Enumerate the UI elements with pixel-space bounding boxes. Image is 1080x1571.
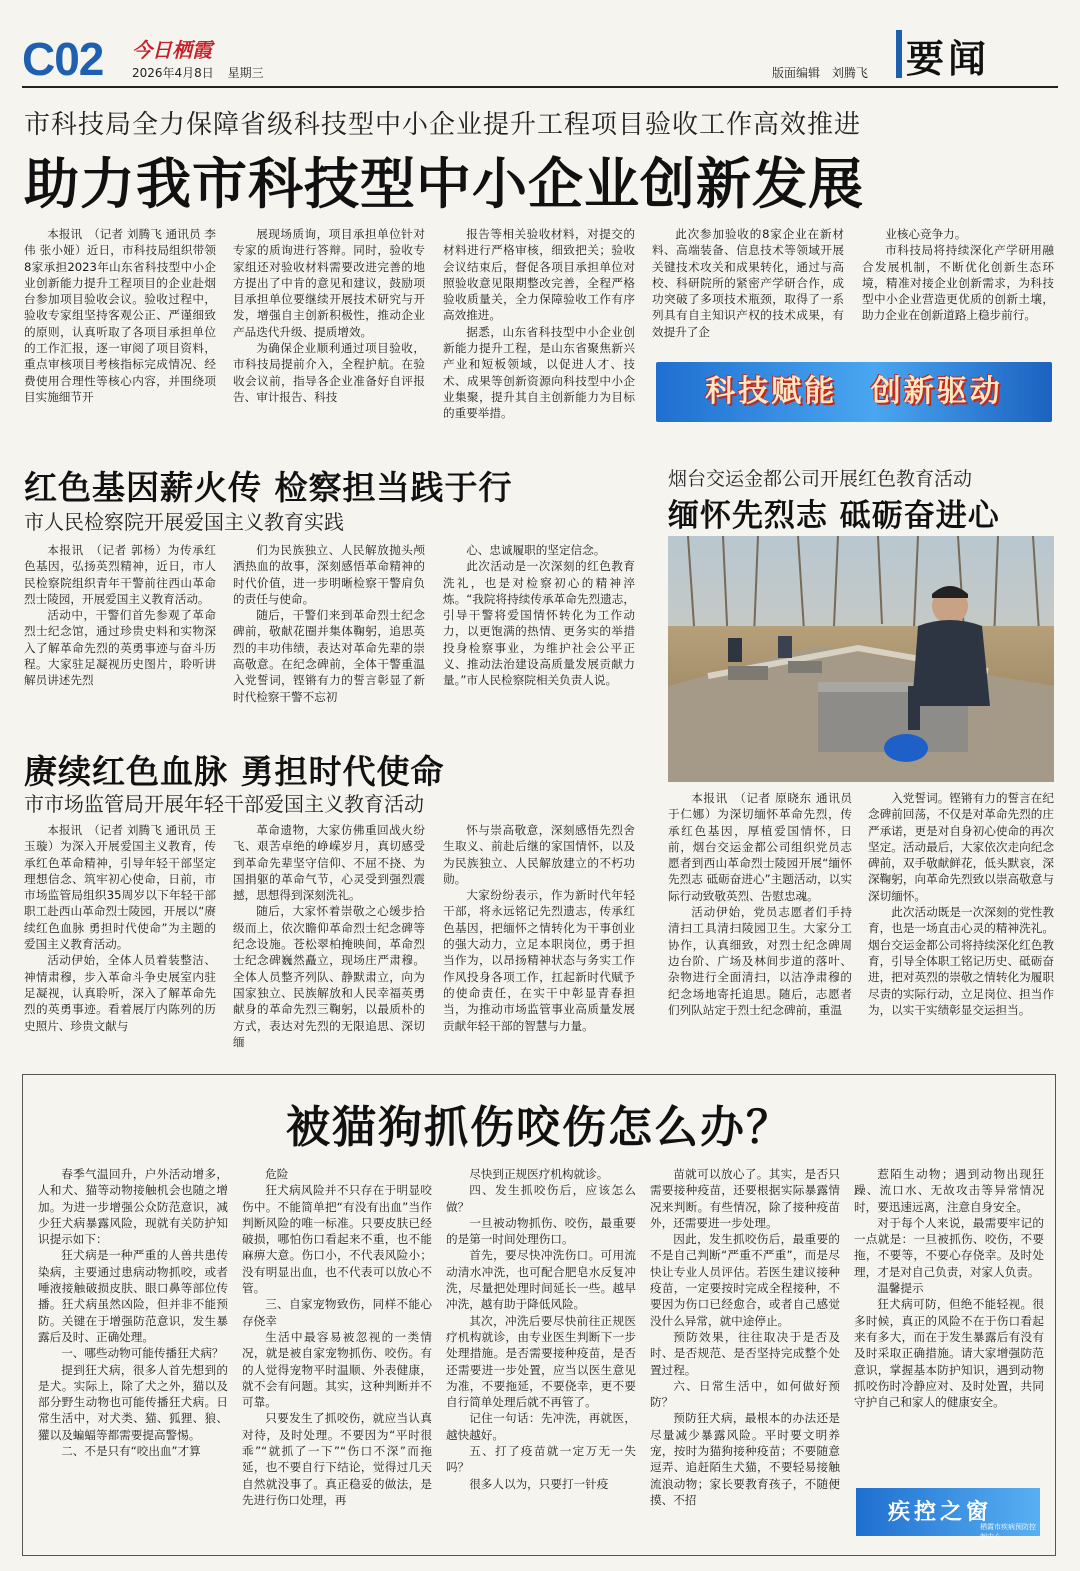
health-column-5: 惹陌生动物；遇到动物出现狂躁、流口水、无故攻击等异常情况时，要迅速远离，注意自身安全。 对于每个人来说，最需要牢记的一点就是：一旦被抓伤、咬伤，不要拖，不要等，不要心存侥幸。及时处理，才是对自己负责，对家人负责。 温馨提示 狂犬病可防，但绝不能轻视。很多时候，真正的风险不在于伤口看起来有多大，而在于发生暴露后有没有及时采取正确措施。请大家增强防范意识，掌握基本防护知识，遇到动物抓咬伤时冷静应对、及时处置，共同守护自己和家人的健康安全。: [854, 1167, 1044, 1410]
section-title: 要闻: [906, 37, 991, 81]
issue-date: [132, 64, 274, 81]
paper-name: 今日栖霞: [132, 38, 212, 62]
cdc-window-badge: [856, 1488, 1040, 1541]
memorial-photo: [668, 536, 1054, 782]
cdc-badge-title: 疾控之窗: [888, 1499, 993, 1525]
health-headline: 被猫狗抓伤咬伤怎么办？: [286, 1102, 792, 1153]
masthead: [22, 28, 1058, 84]
article4-subhead: 市市场监管局开展年轻干部爱国主义教育活动: [24, 792, 424, 816]
article3-kicker: 烟台交运金都公司开展红色教育活动: [668, 468, 973, 490]
editor-name: 刘腾飞: [831, 66, 868, 80]
section-bar: [896, 30, 902, 78]
article2-column-3: 心、忠诚履职的坚定信念。 此次活动是一次深刻的红色教育洗礼，也是对检察初心的精神淬炼。“我院将持续传承革命先烈遗志，引导干警将爱国情怀转化为工作动力，以更饱满的热情、更务实的举措投身检察事业，为维护社会公平正义、推动法治建设高质量发展贡献力量。”市人民检察院相关负责人说。: [443, 543, 635, 688]
article4-column-1: 本报讯 （记者 刘腾飞 通讯员 王玉璇）为深入开展爱国主义教育，传承红色革命精神，引导年轻干部坚定理想信念、筑牢初心使命，日前，市市场监管局组织35周岁以下年轻干部职工赴西山革命烈士陵园，开展以“赓续红色血脉 勇担时代使命”为主题的爱国主义教育活动。 活动伊始，全体人员着装整洁、神情肃穆，步入革命斗争史展室内驻足凝视，认真聆听，深入了解革命先烈的英勇事迹。看着展厅内陈列的历史照片、珍贵文献与: [24, 823, 216, 1033]
article2-column-2: 们为民族独立、人民解放抛头颅洒热血的故事，深刻感悟革命精神的时代价值，进一步明晰检察干警肩负的责任与使命。 随后，干警们来到革命烈士纪念碑前，敬献花圈并集体鞠躬，追思英烈的丰功伟绩，表达对革命先辈的崇高敬意。在纪念碑前，全体干警重温入党誓词，铿锵有力的誓言彰显了新时代检察干警不忘初: [233, 543, 425, 704]
editor-credit: [772, 64, 876, 81]
health-column-1: 春季气温回升，户外活动增多，人和犬、猫等动物接触机会也随之增加。为进一步增强公众防范意识，减少狂犬病暴露风险，现就有关防护知识提示如下： 狂犬病是一种严重的人兽共患传染病，主要通过患病动物抓咬，或者唾液接触破损皮肤、眼口鼻等部位传播。狂犬病虽然凶险，但并非不能预防。关键在于增强防范意识，发生暴露后及时、正确处理。 一、哪些动物可能传播狂犬病？ 提到狂犬病，很多人首先想到的是犬。实际上，除了犬之外，猫以及部分野生动物也可能传播狂犬病。日常生活中，对犬类、猫、狐狸、狼、獾以及蝙蝠等都需要提高警惕。 二、不是只有“咬出血”才算: [38, 1167, 228, 1459]
article1-column-3: 报告等相关验收材料，对提交的材料进行严格审核，细致把关；验收会议结束后，督促各项目承担单位对照验收意见限期整改完善，全程严格验收质量关，全力保障验收工作有序高效推进。 据悉，山东省科技型中小企业创新能力提升工程，是山东省聚焦新兴产业和短板领域，以促进人才、技术、成果等创新资源向科技型中小企业集聚，提升其自主创新能力为目标的重要举措。: [443, 227, 635, 421]
article3-column-1: 本报讯 （记者 原晓东 通讯员 于仁娜）为深切缅怀革命先烈，传承红色基因，厚植爱国情怀，日前，烟台交运金都公司组织党员志愿者到西山革命烈士陵园开展“缅怀先烈志 砥砺奋进心”主题活动，以实际行动致敬英烈、告慰忠魂。 活动伊始，党员志愿者们手持清扫工具清扫陵园卫生。大家分工协作，认真细致，对烈士纪念碑周边台阶、广场及林间步道的落叶、杂物进行全面清扫，以洁净肃穆的纪念场地寄托追思。随后，志愿者们列队站定于烈士纪念碑前，重温: [668, 791, 852, 1017]
masthead-rule: [22, 86, 1058, 88]
article2-headline: 红色基因薪火传 检察担当践于行: [24, 468, 513, 507]
article3-column-2: 入党誓词。铿锵有力的誓言在纪念碑前回荡，不仅是对革命先烈的庄严承诺，更是对自身初心使命的再次坚定。活动最后，大家依次走向纪念碑前，双手敬献鲜花，低头默哀，深深鞠躬，向革命先烈致以崇高敬意与深切缅怀。 此次活动既是一次深刻的党性教育，也是一场直击心灵的精神洗礼。烟台交运金都公司将持续深化红色教育，引导全体职工铭记历史、砥砺奋进，把对英烈的崇敬之情转化为履职尽责的实际行动，立足岗位、担当作为，以实干实绩彰显交运担当。: [868, 791, 1054, 1017]
slogan-banner: [656, 362, 1052, 422]
article4-column-3: 怀与崇高敬意，深刻感悟先烈舍生取义、前赴后继的家国情怀，以及为民族独立、人民解放建立的不朽功勋。 大家纷纷表示，作为新时代年轻干部，将永远铭记先烈遗志，传承红色基因，把缅怀之情转化为干事创业的强大动力，立足本职岗位，勇于担当作为，以昂扬精神状态与务实工作作风投身各项工作，扛起新时代赋予的使命责任，在实干中彰显青春担当，为推动市场监管事业高质量发展贡献年轻干部的智慧与力量。: [443, 823, 635, 1033]
article1-kicker: 市科技局全力保障省级科技型中小企业提升工程项目验收工作高效推进: [24, 110, 862, 140]
slogan-text: 科技赋能 创新驱动: [705, 374, 1003, 409]
article4-column-2: 革命遗物，大家仿佛重回战火纷飞、艰苦卓绝的峥嵘岁月，真切感受到革命先辈坚守信仰、不屈不挠、为国捐躯的革命气节，心灵受到强烈震撼，思想得到深刻洗礼。 随后，大家怀着崇敬之心缓步拾级而上，依次瞻仰革命烈士纪念碑等纪念设施。苍松翠柏掩映间，革命烈士纪念碑巍然矗立，现场庄严肃穆。全体人员整齐列队、静默肃立，向为国家独立、民族解放和人民幸福英勇献身的革命先烈三鞠躬，以最质朴的方式，表达对先烈的无限追思、深切缅: [233, 823, 425, 1049]
article2-subhead: 市人民检察院开展爱国主义教育实践: [24, 510, 344, 534]
article1-column-1: 本报讯 （记者 刘腾飞 通讯员 李伟 张小娅）近日，市科技局组织带领8家承担2023年山东省科技型中小企业创新能力提升工程项目的企业赴烟台参加项目验收会议。验收过程中，验收专家组坚持客观公正、严谨细致的原则，认真听取了各项目承担单位的工作汇报，逐一审阅了项目资料，重点审核项目考核指标完成情况、经费使用合理性等核心内容，并围绕项目实施细节开: [24, 227, 216, 404]
weekday-text: 星期三: [227, 66, 264, 80]
health-column-2: 危险 狂犬病风险并不只存在于明显咬伤中。不能简单把“有没有出血”当作判断风险的唯一标准。只要皮肤已经破损，哪怕伤口看起来不重，也不能麻痹大意。伤口小，不代表风险小；没有明显出血，也不代表可以放心不管。 三、自家宠物致伤，同样不能心存侥幸 生活中最容易被忽视的一类情况，就是被自家宠物抓伤、咬伤。有的人觉得宠物平时温顺、外表健康，就不会有问题。其实，这种判断并不可靠。 只要发生了抓咬伤，就应当认真对待，及时处理。不要因为“平时很乖”“就抓了一下”“伤口不深”而拖延，也不要自行下结论，觉得过几天自然就没事了。真正稳妥的做法，是先进行伤口处理，再: [242, 1167, 432, 1507]
health-column-3: 尽快到正规医疗机构就诊。 四、发生抓咬伤后，应该怎么做？ 一旦被动物抓伤、咬伤，最重要的是第一时间处理伤口。 首先，要尽快冲洗伤口。可用流动清水冲洗，也可配合肥皂水反复冲洗，尽量把处理时间延长一些。越早冲洗，越有助于降低风险。 其次，冲洗后要尽快前往正规医疗机构就诊，由专业医生判断下一步处理措施。是否需要接种疫苗，是否还需要进一步处置，应当以医生意见为准，不要拖延，不要侥幸，更不要自行简单处理后就不再管了。 记住一句话：先冲洗，再就医，越快越好。 五、打了疫苗就一定万无一失吗？ 很多人以为，只要打一针疫: [446, 1167, 636, 1491]
photo-illustration: [668, 536, 1054, 782]
page-number: C02: [22, 33, 104, 85]
health-column-4: 苗就可以放心了。其实，是否只需要接种疫苗，还要根据实际暴露情况来判断。有些情况，除了接种疫苗外，还需要进一步处理。 因此，发生抓咬伤后，最重要的不是自己判断“严重不严重”，而是尽快让专业人员评估。若医生建议接种疫苗，一定要按时完成全程接种，不要因为伤口已经愈合，或者自己感觉没什么异常，就中途停止。 预防效果，往往取决于是否及时、是否规范、是否坚持完成整个处置过程。 六、日常生活中，如何做好预防？ 预防狂犬病，最根本的办法还是尽量减少暴露风险。平时要文明养宠，按时为猫狗接种疫苗；不要随意逗弄、追赶陌生犬猫，不要轻易接触流浪动物；家长要教育孩子，不随便摸、不招: [650, 1167, 840, 1507]
article2-column-1: 本报讯 （记者 郭杨）为传承红色基因，弘扬英烈精神，近日，市人民检察院组织青年干警前往西山革命烈士陵园，开展爱国主义教育活动。 活动中，干警们首先参观了革命烈士纪念馆，通过珍贵史料和实物深入了解革命先烈的英勇事迹与奋斗历程。大家驻足凝视历史图片，聆听讲解员讲述先烈: [24, 543, 216, 688]
article1-column-2: 展现场质询，项目承担单位针对专家的质询进行答辩。同时，验收专家组还对验收材料需要改进完善的地方提出了中肯的意见和建议，鼓励项目承担单位要继续开展技术研究与开发，增强自主创新积极性，推动企业产品迭代升级、提质增效。 为确保企业顺利通过项目验收，市科技局提前介入，全程护航。在验收会议前，指导各企业准备好自评报告、审计报告、科技: [233, 227, 425, 404]
article1-headline: 助力我市科技型中小企业创新发展: [24, 152, 865, 216]
editor-label: 版面编辑: [772, 66, 821, 80]
article1-column-5: 业核心竞争力。 市科技局将持续深化产学研用融合发展机制，不断优化创新生态环境，精准对接企业创新需求，为科技型中小企业营造更优质的创新土壤，助力企业在创新道路上稳步前行。: [862, 227, 1054, 323]
article4-headline: 赓续红色血脉 勇担时代使命: [24, 752, 445, 791]
article3-headline: 缅怀先烈志 砥砺奋进心: [668, 498, 1000, 534]
article1-column-4: 此次参加验收的8家企业在新材料、高端装备、信息技术等领域开展关键技术攻关和成果转化，通过与高校、科研院所的紧密产学研合作，成功突破了多项技术瓶颈，取得了一系列具有自主知识产权的技术成果，有效提升了企: [652, 227, 844, 339]
cdc-badge-subtitle: 栖霞市疾病预防控制中心: [980, 1523, 1036, 1541]
date-text: 2026年4月8日: [132, 66, 214, 80]
